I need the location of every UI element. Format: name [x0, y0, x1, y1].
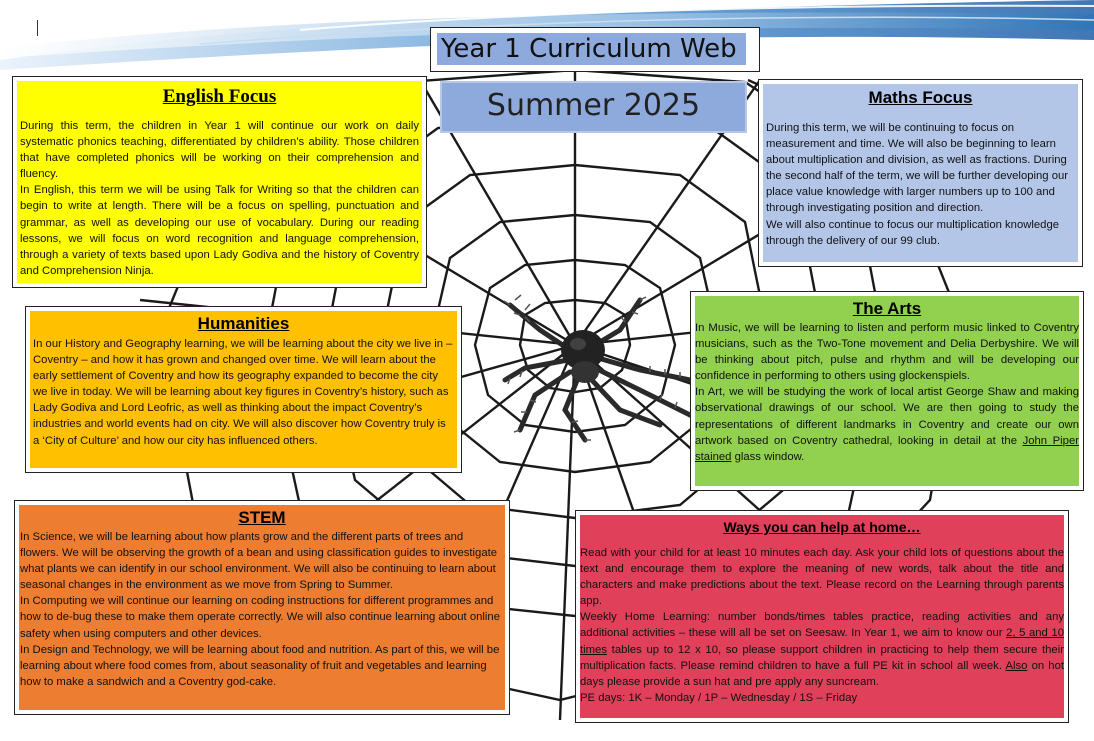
help-text: on hot days please provide a sun hat and pre apply any suncream.	[580, 659, 1064, 688]
stem-paragraph: In Computing we will continue our learning on coding instructions for different programmes and how to de-bug these to make them operate correctly. We will also continue learning about online safety when using computers and other devices.	[20, 595, 500, 640]
pe-days: PE days: 1K – Monday / 1P – Wednesday / 1S – Friday	[580, 691, 858, 704]
text-cursor	[37, 20, 38, 36]
page-title: Year 1 Curriculum Web	[437, 33, 746, 65]
english-paragraph: During this term, the children in Year 1 will continue our work on daily systematic phonics teaching, differentiated by children’s ability. Those children that have completed phonics will be working on their comprehension and fluency.	[20, 120, 419, 181]
help-paragraph: Read with your child for at least 10 minutes each day. Ask your child lots of questions about the text and encourage them to explore the meaning of new words, talk about the title and characters and make predictions about the text. Please record on the Learning through parents app.	[580, 547, 1064, 608]
help-paragraph	[580, 609, 1064, 689]
stem-panel	[14, 500, 510, 715]
stem-paragraph: In Science, we will be learning about how plants grow and the different parts of trees and flowers. We will be observing the growth of a bean and using classification guides to investigate what plants we can identify in our school environment. We will also be continuing to learn about seasonal changes in the environment as we move from Spring to Summer.	[20, 531, 498, 592]
help-heading: Ways you can help at home…	[723, 519, 921, 535]
stem-paragraph: In Design and Technology, we will be learning about food and nutrition. As part of this, we will be learning about where food comes from, about seasonality of fruit and vegetables and learning how to make a sandwich and a Coventry god-cake.	[20, 643, 500, 688]
also-underlined: Also	[1005, 659, 1028, 672]
english-heading: English Focus	[162, 86, 277, 107]
arts-text: In Art, we will be studying the work of local artist George Shaw and making observational drawings of our school. We are then going to study the representations of different landmarks in Coventry and create our own artwork based on Coventry cathedral, looking in detail at the	[695, 386, 1079, 447]
humanities-heading: Humanities	[197, 314, 290, 333]
arts-paragraph: In Music, we will be learning to listen and perform music linked to Coventry musicians, such as the Two-Tone movement and Delia Derbyshire. We will be thinking about pitch, pulse and rhythm and will be developing our confidence in performing to others using glockenspiels.	[695, 322, 1079, 383]
help-text: tables up to 12 x 10, so please support children in practicing to help them secure their multiplication facts. Please remind children to have a full PE kit in school all week.	[580, 643, 1064, 672]
term-title: Summer 2025	[440, 81, 747, 133]
stem-heading: STEM	[238, 508, 286, 527]
help-text: Weekly Home Learning: number bonds/times tables practice, reading activities and any additional activities – these will all be set on Seesaw. In Year 1, we aim to know our	[580, 611, 1064, 640]
humanities-paragraph: In our History and Geography learning, we will be learning about the city we live in – Coventry – and how it has grown and changed over time. We will learn about the early settlement of Coventry and how its geography expanded to become the city we live in today. We will be learning about key figures in Coventry’s history, such as Lady Godiva and Lord Leofric, as well as thinking about the impact Coventry’s industries and world events had on city. We will also discover how Coventry truly is a ‘City of Culture’ and how our city has influenced others.	[33, 338, 453, 447]
arts-panel	[690, 291, 1084, 491]
help-at-home-panel	[575, 510, 1069, 723]
arts-heading: The Arts	[852, 299, 922, 318]
times-tables-underlined: 2, 5 and 10 times	[580, 627, 1064, 656]
maths-heading: Maths Focus	[868, 88, 973, 107]
english-focus-panel	[12, 76, 427, 288]
humanities-panel	[25, 306, 462, 473]
maths-focus-panel	[758, 79, 1083, 267]
arts-paragraph	[695, 384, 1079, 464]
maths-paragraph: We will also continue to focus our multiplication knowledge through the delivery of our 99 club.	[766, 218, 1060, 247]
maths-paragraph: During this term, we will be continuing to focus on measurement and time. We will also be beginning to learn about multiplication and division, as well as fractions. During the second half of the term, we will be further developing our place value knowledge with larger numbers up to 100 and through investigating position and direction.	[766, 122, 1069, 215]
arts-text: glass window.	[731, 450, 805, 463]
john-piper-link[interactable]: John Piper stained	[695, 434, 1079, 463]
title-box	[430, 27, 760, 72]
english-paragraph: In English, this term we will be using Talk for Writing so that the children can begin to write at length. There will be a focus on spelling, punctuation and grammar, as well as developing our use of vocabulary. During our reading lessons, we will focus on word recognition and language comprehension, through a variety of texts based upon Lady Godiva and the history of Coventry and Comprehension Ninja.	[20, 184, 419, 277]
